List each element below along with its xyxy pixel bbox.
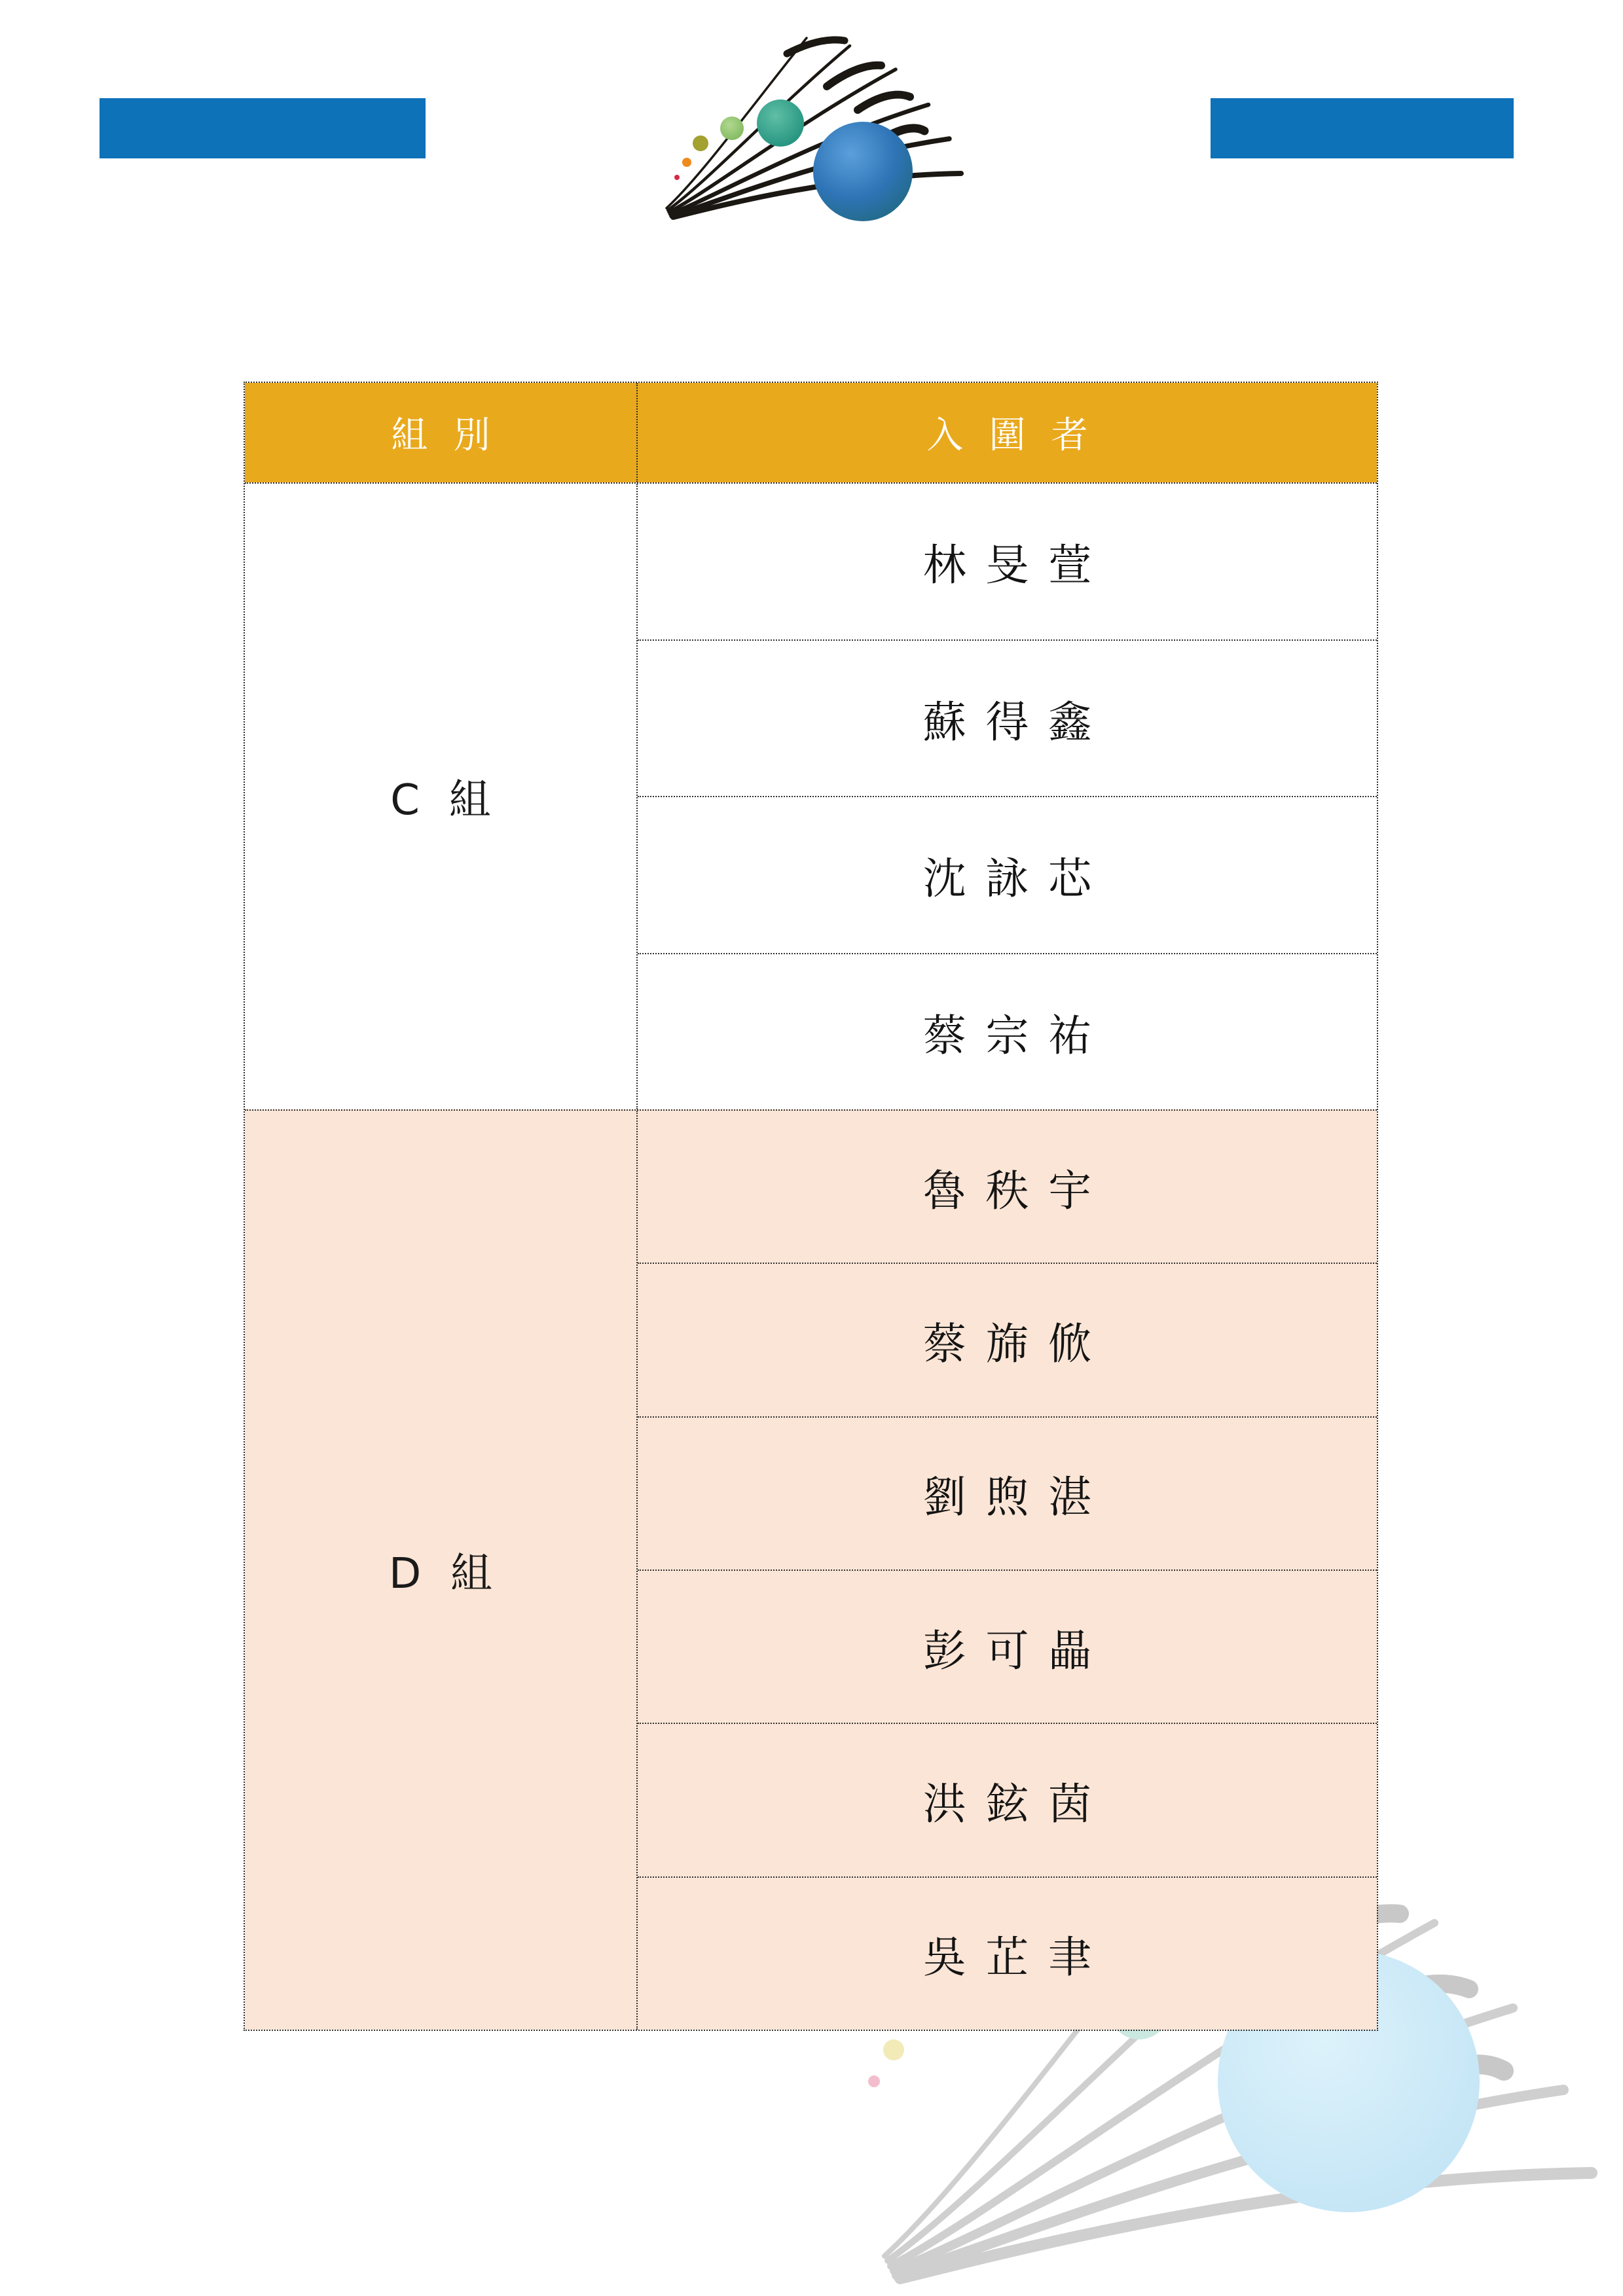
group-label-cell-d: [245, 1111, 638, 2030]
table-row: [638, 953, 1377, 1110]
header-cell-members: [638, 383, 1377, 482]
table-row: [638, 639, 1377, 797]
group-section-d: [245, 1109, 1377, 2030]
logo-dot-olive-icon: [693, 135, 708, 151]
top-right-bar: [1211, 98, 1514, 158]
top-left-bar: [100, 98, 426, 158]
finalist-name: 洪鉉茵: [922, 1778, 1111, 1829]
table-row: [638, 1111, 1377, 1263]
table-row: [638, 1416, 1377, 1570]
finalist-name: 蔡旆俽: [922, 1318, 1111, 1369]
group-members-d: [638, 1111, 1377, 2030]
logo-dot-red-icon: [674, 175, 680, 180]
header-cell-group: [245, 383, 638, 482]
watermark-dot-yellow-small-icon: [883, 2039, 904, 2060]
finalist-name: 魯秩宇: [922, 1165, 1111, 1216]
finalist-name: 吳芷聿: [922, 1932, 1111, 1983]
logo-dot-green-icon: [720, 117, 744, 140]
watermark-dot-pink-icon: [868, 2075, 880, 2087]
table-row: [638, 1876, 1377, 2030]
group-label-cell-c: [245, 484, 638, 1109]
group-section-c: [245, 482, 1377, 1109]
logo-sphere-blue-icon: [813, 122, 913, 221]
header-members-label: 入圍者: [926, 414, 1114, 457]
finalist-name: 蔡宗祐: [922, 1010, 1111, 1061]
table-row: [638, 1723, 1377, 1876]
finalist-name: 彭可畾: [922, 1625, 1111, 1676]
logo-dot-orange-icon: [682, 158, 691, 167]
header-group-label: 組別: [391, 414, 516, 457]
finalist-name: 劉煦湛: [922, 1472, 1111, 1523]
finalist-name: 蘇得鑫: [922, 696, 1111, 747]
group-label-c: C組: [390, 776, 520, 825]
group-label-d: D組: [388, 1550, 522, 1598]
finalists-table: [244, 382, 1378, 2031]
table-row: [638, 1570, 1377, 1723]
brand-logo-icon: [642, 26, 969, 236]
table-row: [638, 796, 1377, 953]
table-row: [638, 484, 1377, 639]
logo-dot-teal-icon: [757, 99, 804, 147]
table-row: [638, 1263, 1377, 1416]
finalist-name: 林旻萱: [922, 540, 1111, 591]
finalist-name: 沈詠芯: [922, 853, 1111, 905]
group-members-c: [638, 484, 1377, 1109]
table-header-row: [245, 383, 1377, 482]
